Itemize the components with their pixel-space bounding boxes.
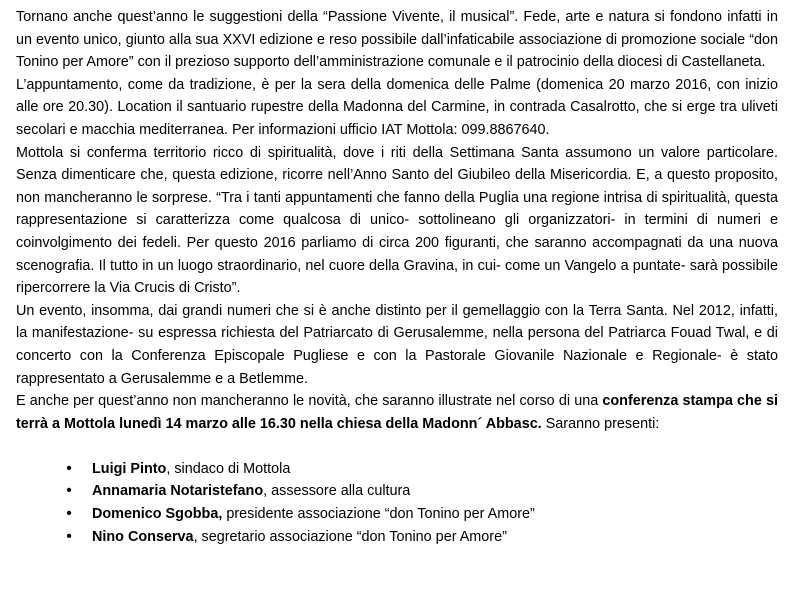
list-item [62,458,778,481]
paragraph-appointment: L’appuntamento, come da tradizione, è per la sera della domenica delle Palme (domenica 20 marzo 2016, con inizio alle ore 20.30). Location il santuario rupestre della Madonna del Carmine, in contrada Casalrotto, che si erge tra uliveti secolari e macchia mediterranea. Per informazioni ufficio IAT Mottola: 099.8867640. [16,76,778,138]
bullet-icon: • [66,482,72,500]
paragraph-spirituality: Mottola si conferma territorio ricco di spiritualità, dove i riti della Settimana Santa assumono un valore particolare. Senza dimenticare che, questa edizione, ricorre nell’Anno Santo del Giubileo della Misericordia. E, a questo proposito, non mancheranno le sorprese. “Tra i tanti appuntamenti che fanno della Puglia una regione intrisa di spiritualità, questa rappresentazione si caratterizza come qualcosa di unico- sottolineano gli organizzatori- in termini di numeri e coinvolgimento dei fedeli. Per questo 2016 parliamo di circa 200 figuranti, che saranno accompagnati da una nuova scenografia. Il tutto in un luogo straordinario, nel cuore della Gravina, in cui- come un Vangelo a puntate- sarà possibile ripercorrere la Via Crucis di Cristo”. [16,144,778,297]
attendee-name: Nino Conserva [92,528,194,545]
attendees-list [16,458,778,548]
bullet-icon: • [66,459,72,477]
attendee-role: , segretario associazione “don Tonino per Amore” [193,528,507,545]
attendee-name: Luigi Pinto [92,460,167,477]
bullet-icon: • [66,527,72,545]
press-conference-intro: E anche per quest’anno non mancheranno le novità, che saranno illustrate nel corso di una [16,393,603,410]
paragraph-holy-land: Un evento, insomma, dai grandi numeri che si è anche distinto per il gemellaggio con la Terra Santa. Nel 2012, infatti, la manifestazione- su espressa richiesta del Patriarcato di Gerusalemme, nella persona del Patriarca Fouad Twal, e di concerto con la Conferenza Episcopale Pugliese e con la Pastorale Giovanile Nazionale e Regionale- è stato rappresentato a Gerusalemme e a Betlemme. [16,302,778,387]
paragraph-intro: Tornano anche quest’anno le suggestioni della “Passione Vivente, il musical”. Fede, arte e natura si fondono infatti in un evento unico, giunto alla sua XXVI edizione e reso possibile dall’infaticabile associazione di promozione sociale “don Tonino per Amore” con il prezioso supporto dell’amministrazione comunale e il patrocinio della diocesi di Castellaneta. [16,9,778,71]
attendee-role: , assessore alla cultura [263,483,411,500]
list-item [62,480,778,503]
press-conference-outro: Saranno presenti: [541,415,660,432]
list-item [62,526,778,549]
document-body [16,6,778,548]
attendee-name: Annamaria Notaristefano [92,483,264,500]
press-conference-details: conferenza stampa che si terrà a Mottola lunedì 14 marzo alle 16.30 nella chiesa della Madonn´ Abbasc. [16,393,778,432]
attendee-name: Domenico Sgobba, [92,506,223,523]
attendee-role: presidente associazione “don Tonino per Amore” [222,506,535,523]
blank-line [16,435,778,458]
list-item [62,503,778,526]
paragraph-press-conference [16,390,778,435]
attendee-role: , sindaco di Mottola [166,460,291,477]
bullet-icon: • [66,505,72,523]
